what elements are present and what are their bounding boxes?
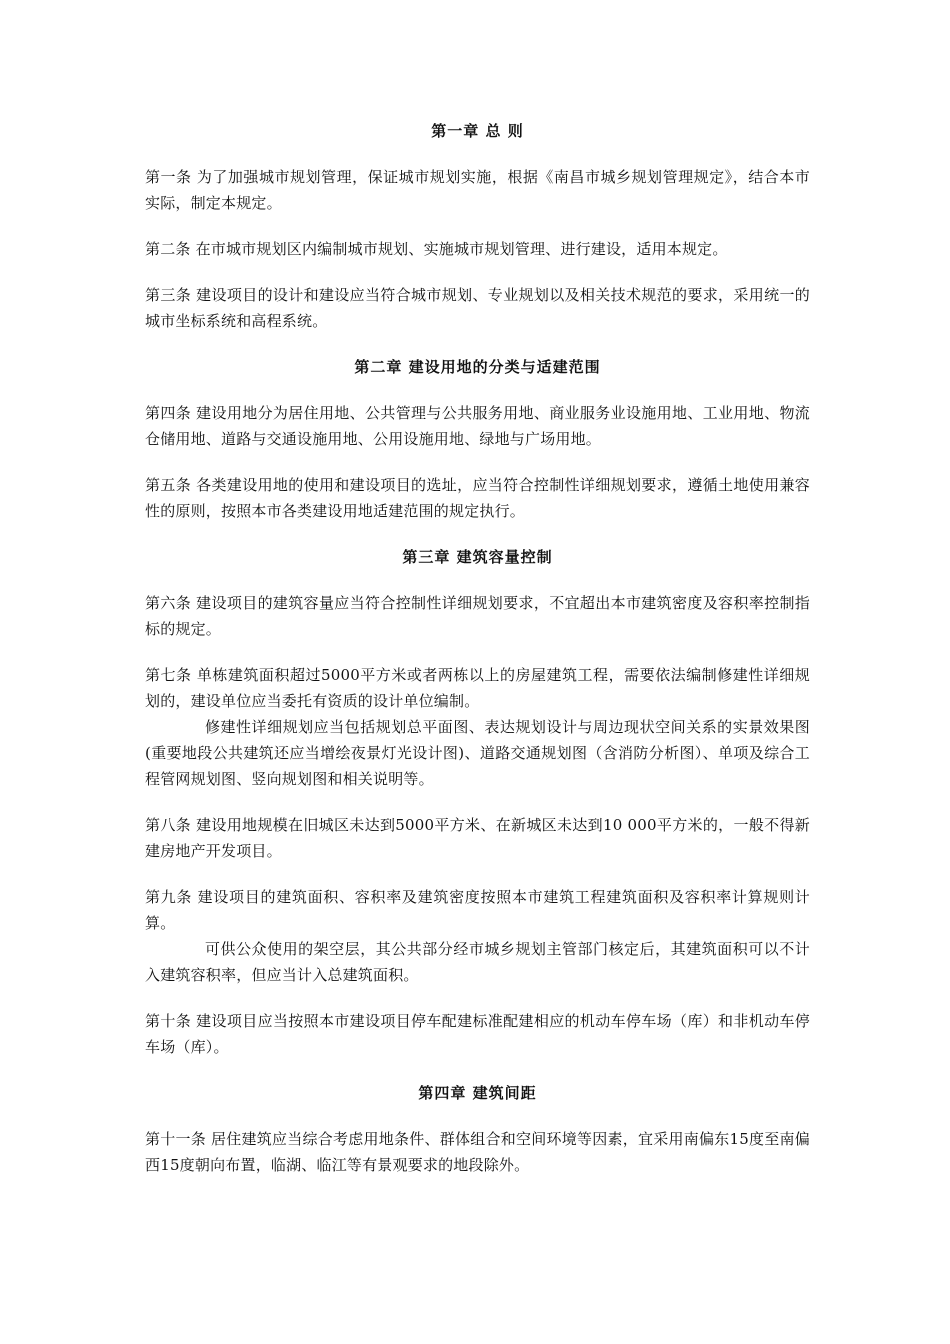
article-1: 第一条 为了加强城市规划管理，保证城市规划实施，根据《南昌市城乡规划管理规定》，结合本市实际，制定本规定。	[145, 168, 810, 212]
article-2: 第二条 在市城市规划区内编制城市规划、实施城市规划管理、进行建设，适用本规定。	[145, 240, 728, 258]
article-7: 第七条 单栋建筑面积超过5000平方米或者两栋以上的房屋建筑工程，需要依法编制修建性详细规划的，建设单位应当委托有资质的设计单位编制。	[145, 666, 810, 710]
article-10: 第十条 建设项目应当按照本市建设项目停车配建标准配建相应的机动车停车场（库）和非机动车停车场（库）。	[145, 1012, 810, 1056]
article-6: 第六条 建设项目的建筑容量应当符合控制性详细规划要求，不宜超出本市建筑密度及容积率控制指标的规定。	[145, 594, 810, 638]
article-11: 第十一条 居住建筑应当综合考虑用地条件、群体组合和空间环境等因素，宜采用南偏东15度至南偏西15度朝向布置，临湖、临江等有景观要求的地段除外。	[145, 1130, 810, 1174]
chapter-3-title: 第三章 建筑容量控制	[402, 548, 553, 566]
article-8: 第八条 建设用地规模在旧城区未达到5000平方米、在新城区未达到10 000平方米的，一般不得新建房地产开发项目。	[145, 816, 810, 860]
article-4: 第四条 建设用地分为居住用地、公共管理与公共服务用地、商业服务业设施用地、工业用地、物流仓储用地、道路与交通设施用地、公用设施用地、绿地与广场用地。	[145, 404, 810, 448]
article-5: 第五条 各类建设用地的使用和建设项目的选址，应当符合控制性详细规划要求，遵循土地使用兼容性的原则，按照本市各类建设用地适建范围的规定执行。	[145, 476, 810, 520]
article-9: 第九条 建设项目的建筑面积、容积率及建筑密度按照本市建筑工程建筑面积及容积率计算规则计算。	[145, 888, 810, 932]
chapter-2-title: 第二章 建设用地的分类与适建范围	[354, 358, 601, 376]
article-9-continuation: 可供公众使用的架空层，其公共部分经市城乡规划主管部门核定后，其建筑面积可以不计入建筑容积率，但应当计入总建筑面积。	[145, 940, 810, 984]
article-3: 第三条 建设项目的设计和建设应当符合城市规划、专业规划以及相关技术规范的要求，采用统一的城市坐标系统和高程系统。	[145, 286, 810, 330]
article-7-continuation: 修建性详细规划应当包括规划总平面图、表达规划设计与周边现状空间关系的实景效果图(重要地段公共建筑还应当增绘夜景灯光设计图)、道路交通规划图（含消防分析图）、单项及综合工程管网规划图、竖向规划图和相关说明等。	[145, 718, 810, 788]
document-page	[145, 118, 810, 1198]
chapter-1-title: 第一章 总 则	[431, 122, 524, 140]
chapter-4-title: 第四章 建筑间距	[418, 1084, 537, 1102]
